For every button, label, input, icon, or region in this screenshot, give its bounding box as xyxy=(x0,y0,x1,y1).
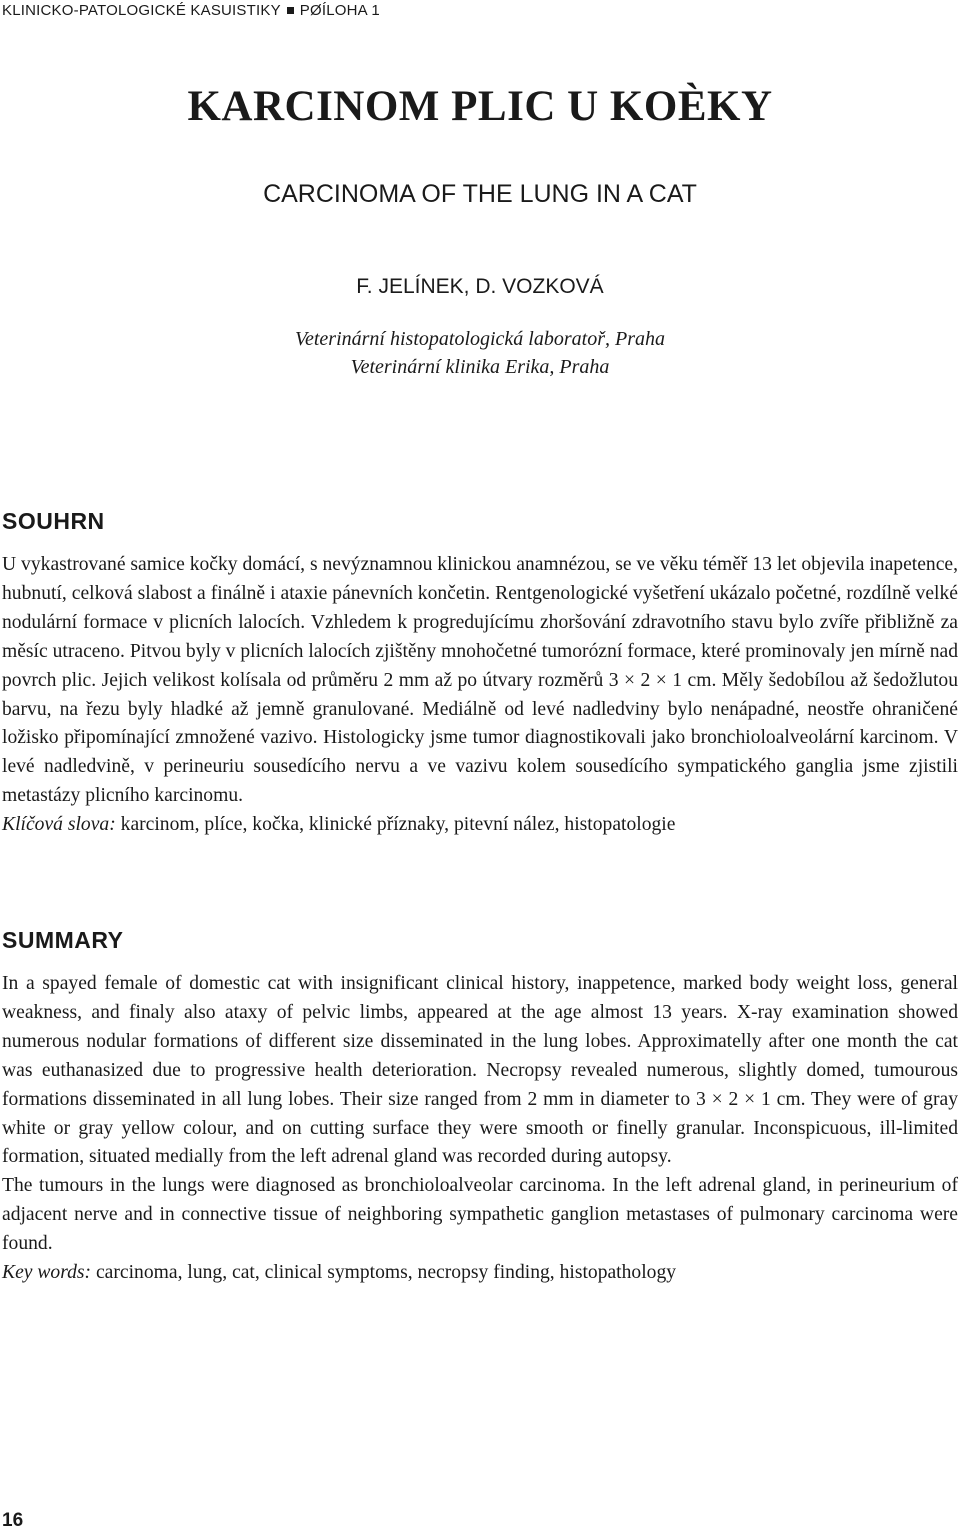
summary-paragraph: The tumours in the lungs were diagnosed as bronchioloalveolar carcinoma. In the left adrenal gland, in perineurium of adjacent nerve and in connective tissue of neighboring sympathetic ganglion metastases of pulmonary carcinoma were found. xyxy=(2,1175,958,1255)
article-authors: F. JELÍNEK, D. VOZKOVÁ xyxy=(356,275,604,298)
affiliation-line: Veterinární histopatologická laboratoř, Praha xyxy=(295,328,665,350)
summary-body xyxy=(2,970,958,1288)
keywords-label: Key words: xyxy=(2,1262,92,1284)
affiliation-line: Veterinární klinika Erika, Praha xyxy=(350,356,610,378)
page-number: 16 xyxy=(2,1510,24,1531)
summary-heading: SUMMARY xyxy=(2,927,124,953)
affiliations xyxy=(0,325,960,381)
souhrn-keywords xyxy=(2,811,958,840)
running-header xyxy=(2,2,380,19)
summary-paragraph: In a spayed female of domestic cat with insignificant clinical history, inappetence, marked body weight loss, general weakness, and finaly also ataxy of pelvic limbs, appeared at the age almost 13 years. X-ray examination showed numerous nodular formations of different size disseminated in the lung lobes. Approximatelly after one month the cat was euthanasized due to progressive health deterioration. Necropsy revealed numerous, slightly domed, tumourous formations disseminated in all lung lobes. Their size ranged from 2 mm in diameter to 3 × 2 × 1 cm. They were of gray white or gray yellow colour, and on cutting surface they were smooth or finelly granular. Inconspicuous, ill-limited formation, situated medially from the left adrenal gland was recorded during autopsy. xyxy=(2,973,958,1168)
summary-keywords xyxy=(2,1259,958,1288)
souhrn-heading: SOUHRN xyxy=(2,508,105,534)
souhrn-paragraph: U vykastrované samice kočky domácí, s nevýznamnou klinickou anamnézou, se ve věku téměř 13 let objevila inapetence, hubnutí, celková slabost a finálně i ataxie pánevních končetin. Rentgenologické vyšetření ukázalo početné, rozdílně velké nodulární formace v plicních lalocích. Vzhledem k progredujícímu zhoršování zdravotního stavu bylo zvíře přibližně za měsíc utraceno. Pitvou byly v plicních lalocích zjištěny mnohočetné tumorózní formace, které prominovaly jen mírně nad povrch plic. Jejich velikost kolísala od průměru 2 mm až po útvary rozměrů 3 × 2 × 1 cm. Měly šedobílou až šedožlutou barvu, na řezu byly hladké až jemně granulované. Mediálně od levé nadledviny bylo nenápadné, neostře ohraničené ložisko připomínající zmnožené vazivo. Histologicky jsme tumor diagnostikovali jako bronchioloalveolární karcinom. V levé nadledvině, v perineuriu sousedícího nervu a ve vazivu kolem sousedícího sympatického ganglia jsme zjistili metastázy plicního karcinomu. xyxy=(2,554,958,807)
appendix-label: PØÍLOHA 1 xyxy=(299,2,380,19)
souhrn-body xyxy=(2,551,958,840)
journal-section-name: KLINICKO-PATOLOGICKÉ KASUISTIKY xyxy=(2,2,281,19)
keywords-list: karcinom, plíce, kočka, klinické příznaky, pitevní nález, histopatologie xyxy=(120,814,676,836)
square-bullet-icon xyxy=(287,7,294,14)
keywords-label: Klíčová slova: xyxy=(2,814,116,836)
keywords-list: carcinoma, lung, cat, clinical symptoms, necropsy finding, histopathology xyxy=(95,1262,677,1284)
article-subtitle: CARCINOMA OF THE LUNG IN A CAT xyxy=(263,180,697,208)
article-title: KARCINOM PLIC U KOÈKY xyxy=(187,83,773,130)
